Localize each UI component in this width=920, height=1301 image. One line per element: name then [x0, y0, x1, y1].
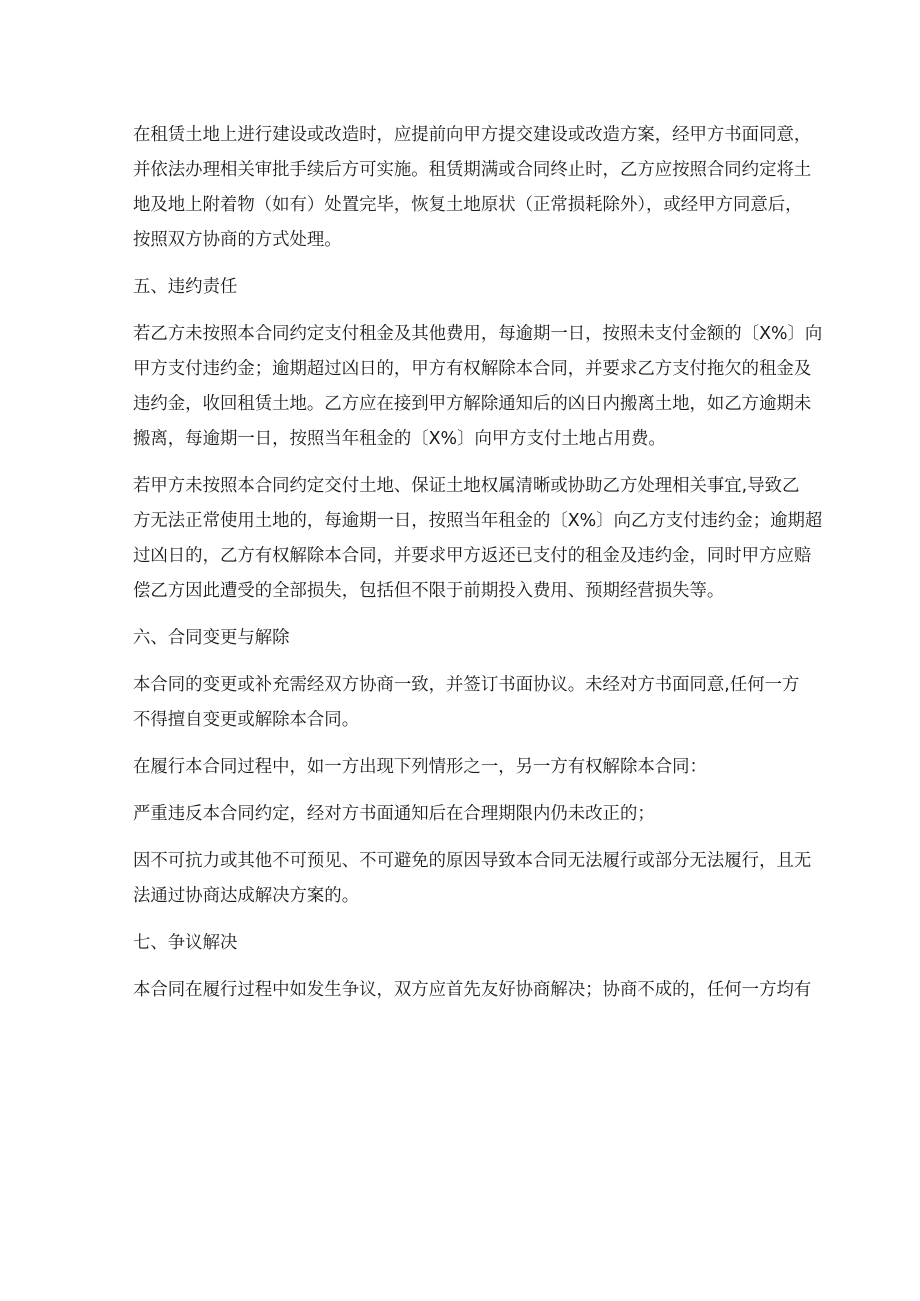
document-body [133, 118, 823, 1020]
text-line: 并依法办理相关审批手续后方可实施。租赁期满或合同终止时，乙方应按照合同约定将土 [133, 160, 812, 180]
para-modification [133, 668, 798, 738]
para-breach-party-a [133, 469, 823, 609]
para-dispute [133, 973, 812, 1008]
para-construction-restoration [133, 118, 812, 258]
section-heading-breach: 五、违约责任 [133, 277, 238, 297]
text-line: 违约金，收回租赁土地。乙方应在接到甲方解除通知后的凶日内搬离土地，如乙方逾期未 [133, 394, 812, 414]
text-line: 本合同在履行过程中如发生争议，双方应首先友好协商解决；协商不成的，任何一方均有 [133, 980, 812, 1000]
text-line: 过凶日的，乙方有权解除本合同，并要求甲方返还已支付的租金及违约金，同时甲方应赔 [133, 546, 812, 566]
para-termination-case-2 [133, 844, 812, 914]
text-line: 甲方支付违约金；逾期超过凶日的，甲方有权解除本合同，并要求乙方支付拖欠的租金及 [133, 359, 812, 379]
text-line: 本合同的变更或补充需经双方协商一致，并签订书面协议。未经对方书面同意,任何一方 [133, 675, 800, 695]
text-line: 方无法正常使用土地的，每逾期一日，按照当年租金的〔X%〕向乙方支付违约金；逾期超 [133, 511, 823, 531]
text-line: 在履行本合同过程中，如一方出现下列情形之一，另一方有权解除本合同： [133, 757, 707, 777]
text-line: 若乙方未按照本合同约定支付租金及其他费用，每逾期一日，按照未支付金额的〔X%〕向 [133, 324, 823, 344]
para-termination-intro [133, 750, 798, 785]
text-line: 因不可抗力或其他不可预见、不可避免的原因导致本合同无法履行或部分无法履行，且无 [133, 851, 812, 871]
text-line: 在租赁土地上进行建设或改造时，应提前向甲方提交建设或改造方案，经甲方书面同意， [133, 125, 812, 145]
text-line: 若甲方未按照本合同约定交付土地、保证土地权属清晰或协助乙方处理相关事宜,导致乙 [133, 476, 800, 496]
para-breach-party-b [133, 317, 823, 457]
text-line: 按照双方协商的方式处理。 [133, 230, 342, 250]
section-heading-dispute: 七、争议解决 [133, 933, 238, 953]
text-line: 严重违反本合同约定，经对方书面通知后在合理期限内仍未改正的； [133, 804, 655, 824]
text-line: 地及地上附着物（如有）处置完毕，恢复土地原状（正常损耗除外），或经甲方同意后， [133, 195, 803, 215]
text-line: 法通过协商达成解决方案的。 [133, 886, 360, 906]
text-line: 偿乙方因此遭受的全部损失，包括但不限于前期投入费用、预期经营损失等。 [133, 581, 725, 601]
text-line: 不得擅自变更或解除本合同。 [133, 710, 360, 730]
text-line: 搬离，每逾期一日，按照当年租金的〔X%〕向甲方支付土地占用费。 [133, 429, 666, 449]
section-heading-modification: 六、合同变更与解除 [133, 628, 290, 648]
para-termination-case-1 [133, 797, 798, 832]
